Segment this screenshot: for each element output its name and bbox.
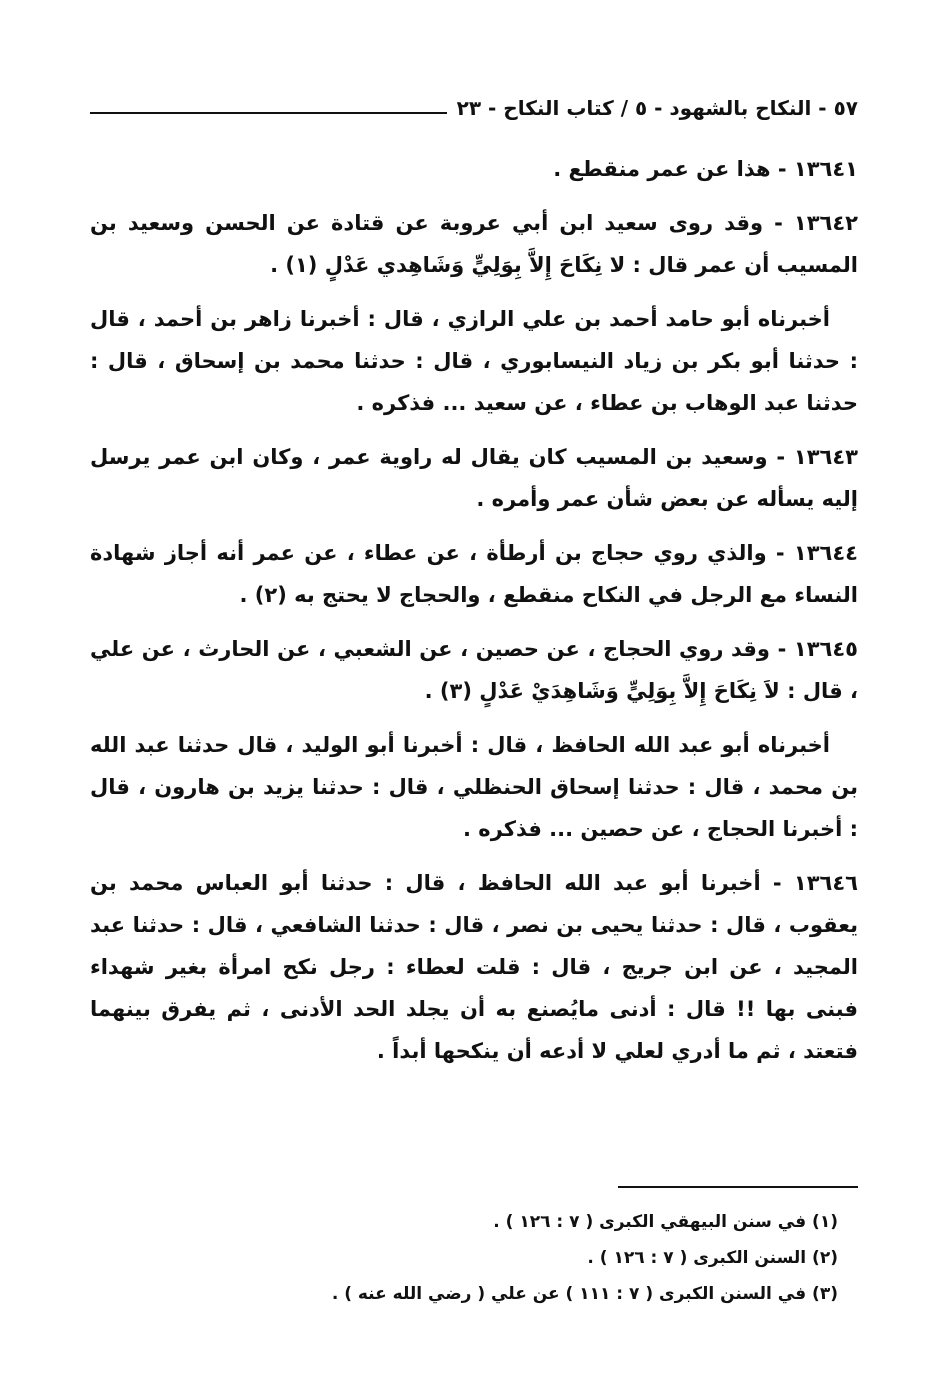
page-body [90,148,858,1084]
running-header [90,90,858,120]
footnote-3: (٣) في السنن الكبرى ( ٧ : ١١١ ) عن علي ( رضي الله عنه ) . [331,1284,838,1304]
running-title: ٥٧ - النكاح بالشهود - ٥ / كتاب النكاح - ٢٣ [456,96,858,120]
paragraph-13644: ١٣٦٤٤ - والذي روي حجاج بن أرطأة ، عن عطاء ، عن عمر أنه أجاز شهادة النساء مع الرجل في النكاح منقطع ، والحجاج لا يحتج به (٢) . [90,541,858,607]
isnad-paragraph-2: أخبرناه أبو عبد الله الحافظ ، قال : أخبرنا أبو الوليد ، قال حدثنا عبد الله بن محمد ، قال : حدثنا إسحاق الحنظلي ، قال : حدثنا يزيد بن هارون ، قال : أخبرنا الحجاج ، عن حصين ... فذكره . [90,733,858,841]
isnad-paragraph-1: أخبرناه أبو حامد أحمد بن علي الرازي ، قال : أخبرنا زاهر بن أحمد ، قال : حدثنا أبو بكر بن زياد النيسابوري ، قال : حدثنا محمد بن إسحاق ، قال : حدثنا عبد الوهاب بن عطاء ، عن سعيد ... فذكره . [90,307,858,415]
paragraph-13643: ١٣٦٤٣ - وسعيد بن المسيب كان يقال له راوية عمر ، وكان ابن عمر يرسل إليه يسأله عن بعض شأن عمر وأمره . [90,445,858,511]
paragraph-13646: ١٣٦٤٦ - أخبرنا أبو عبد الله الحافظ ، قال : حدثنا أبو العباس محمد بن يعقوب ، قال : حدثنا يحيى بن نصر ، قال : حدثنا الشافعي ، قال : حدثنا عبد المجيد ، عن ابن جريج ، قال : قلت لعطاء : رجل نكح امرأة بغير شهداء فبنى بها !! قال : أدنى مايُصنع به أن يجلد الحد الأدنى ، ثم يفرق بينهما فتعتد ، ثم ما أدري لعلي لا أدعه أن ينكحها أبداً . [90,871,858,1063]
footnote-separator [618,1186,858,1188]
paragraph-13642: ١٣٦٤٢ - وقد روى سعيد ابن أبي عروبة عن قتادة عن الحسن وسعيد بن المسيب أن عمر قال : لا نِكَاحَ إِلاَّ بِوَلِيٍّ وَشَاهِدي عَدْلٍ (١) . [90,211,858,277]
header-rule [90,112,447,114]
footnotes [90,1204,838,1312]
footnote-2: (٢) السنن الكبرى ( ٧ : ١٢٦ ) . [587,1248,838,1268]
paragraph-13645: ١٣٦٤٥ - وقد روي الحجاج ، عن حصين ، عن الشعبي ، عن الحارث ، عن علي ، قال : لاَ نِكَاحَ إِلاَّ بِوَلِيٍّ وَشَاهِدَيْ عَدْلٍ (٣) . [90,637,858,703]
footnote-1: (١) في سنن البيهقي الكبرى ( ٧ : ١٢٦ ) . [493,1212,838,1232]
paragraph-13641: ١٣٦٤١ - هذا عن عمر منقطع . [553,157,858,181]
